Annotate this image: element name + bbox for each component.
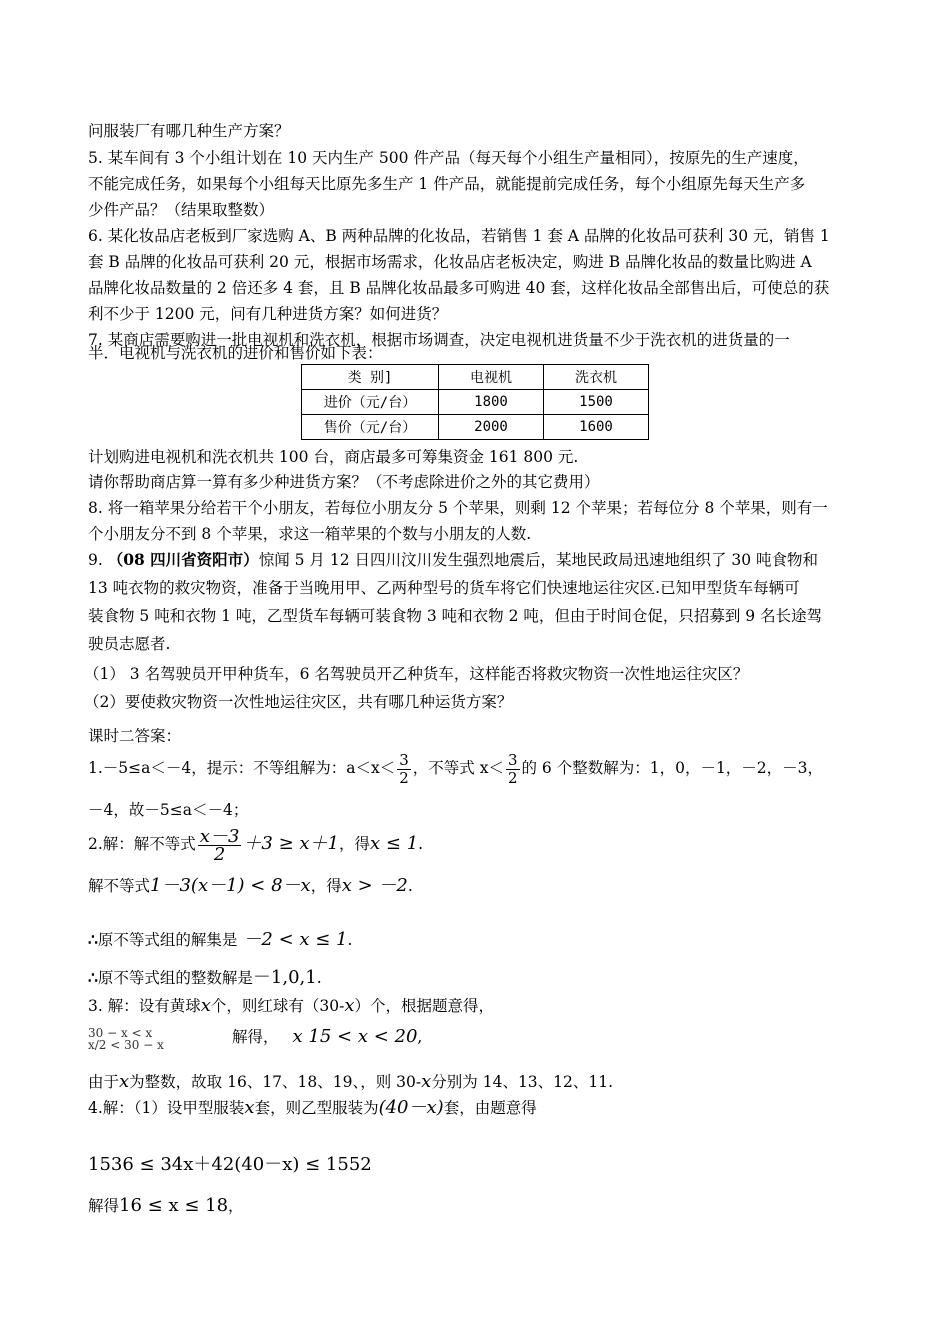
problem-9-line bbox=[88, 550, 818, 570]
answer-heading: 课时二答案： bbox=[88, 727, 182, 745]
text-span: 解不等式 bbox=[88, 877, 151, 895]
table-cell: 售价（元/台） bbox=[302, 415, 439, 440]
fraction bbox=[506, 752, 520, 787]
text-line bbox=[88, 1072, 613, 1092]
table-header-row bbox=[302, 365, 649, 390]
math-expression: －2 < x ≤ 1 bbox=[243, 929, 348, 950]
text-span: ）个，根据题意得， bbox=[354, 997, 495, 1015]
source-tag: （08 四川省资阳市） bbox=[107, 550, 259, 569]
text-line: 品牌化妆品数量的 2 倍还多 4 套，且 B 品牌化妆品最多可购进 40 套，这样化妆品全部售出后，可使总的获 bbox=[88, 279, 830, 297]
text-span: 3. 解：设有黄球 bbox=[88, 997, 201, 1015]
fraction-numerator: 3 bbox=[399, 750, 409, 769]
table-cell: 进价（元/台） bbox=[302, 390, 439, 415]
text-span: . bbox=[407, 877, 413, 895]
text-line: 个小朋友分不到 8 个苹果，求这一箱苹果的个数与小朋友的人数. bbox=[88, 525, 532, 543]
therefore-symbol: ∴ bbox=[88, 930, 98, 949]
text-line: －4，故－5≤a＜－4； bbox=[88, 801, 249, 819]
math-expression: x > －2 bbox=[341, 875, 408, 896]
table-row bbox=[302, 415, 649, 440]
text-span: , bbox=[417, 1028, 423, 1046]
problem-5-line: 5. 某车间有 3 个小组计划在 10 天内生产 500 件产品（每天每个小组生产量相同），按原先的生产速度， bbox=[88, 149, 809, 167]
sub-question-2: （2）要使救灾物资一次性地运往灾区，共有哪几种运货方案？ bbox=[84, 693, 513, 711]
text-span: 个，则红球有（30- bbox=[210, 997, 345, 1015]
problem-6-line: 6. 某化妆品店老板到厂家选购 A、B 两种品牌的化妆品，若销售 1 套 A 品牌的化妆品可获利 30 元，销售 1 bbox=[88, 227, 830, 245]
text-span: 9. bbox=[88, 551, 108, 569]
math-var: x bbox=[119, 1071, 130, 1092]
math-var: x bbox=[421, 1071, 432, 1092]
text-line: 套 B 品牌的化妆品可获利 20 元，根据市场需求，化妆品店老板决定，购进 B 品牌化妆品的数量比购进 A bbox=[88, 253, 812, 271]
text-span: 解得 bbox=[88, 1197, 120, 1215]
text-span: 解得， bbox=[232, 1028, 279, 1046]
math-expression: x ≤ 1 bbox=[370, 833, 419, 854]
text-span: 为整数，故取 16、17、18、19、，则 30- bbox=[129, 1073, 422, 1091]
table-row bbox=[302, 390, 649, 415]
text-span: ，得 bbox=[339, 835, 371, 853]
math-expression: 16 ≤ x ≤ 18 bbox=[119, 1195, 229, 1216]
math-expression: －1,0,1 bbox=[252, 967, 317, 988]
text-line bbox=[88, 876, 413, 896]
text-line bbox=[88, 968, 322, 988]
table-header-cell: 洗衣机 bbox=[544, 365, 649, 390]
text-line: 半．电视机与洗衣机的进价和售价如下表： bbox=[88, 344, 383, 362]
math-expression: (40－x) bbox=[378, 1097, 444, 1118]
price-table bbox=[301, 364, 649, 440]
fraction-numerator: x－3 bbox=[199, 825, 240, 847]
fraction-denominator: 2 bbox=[399, 768, 409, 787]
text-line bbox=[232, 1027, 422, 1047]
text-span: 套，由题意得 bbox=[443, 1099, 537, 1117]
text-line: 计划购进电视机和洗衣机共 100 台，商店最多可筹集资金 161 800 元. bbox=[88, 448, 579, 466]
text-line bbox=[88, 930, 352, 950]
problem-7-line: 7. 某商店需要购进一批电视机和洗衣机，根据市场调查，决定电视机进货量不少于洗衣机的进货量的一 bbox=[88, 331, 790, 349]
fraction bbox=[198, 825, 242, 865]
text-span: ，得 bbox=[310, 877, 342, 895]
math-expression: 1536 ≤ 34x＋42(40－x) ≤ 1552 bbox=[88, 1154, 372, 1175]
text-span: 4.解：（1）设甲型服装 bbox=[88, 1099, 245, 1117]
table-header-cell: 类 别] bbox=[302, 365, 439, 390]
text-line: 利不少于 1200 元，问有几种进货方案？如何进货？ bbox=[88, 305, 448, 323]
text-span: . bbox=[347, 931, 353, 949]
text-span: 的 6 个整数解为：1，0，－1，－2，－3， bbox=[521, 759, 824, 777]
sub-question-1: （1） 3 名驾驶员开甲种货车，6 名驾驶员开乙种货车，这样能否将救灾物资一次性地运往灾区？ bbox=[84, 665, 749, 683]
text-span: 1.－5≤a＜－4，提示：不等组解为：a＜x＜ bbox=[88, 759, 396, 777]
fraction bbox=[397, 752, 411, 787]
text-span: 2.解：解不等式 bbox=[88, 835, 196, 853]
text-span: 原不等式组的整数解是 bbox=[97, 969, 253, 987]
text-line: 少件产品？（结果取整数） bbox=[88, 201, 275, 219]
problem-8-line: 8. 将一箱苹果分给若干个小朋友，若每位小朋友分 5 个苹果，则剩 12 个苹果；若每位分 8 个苹果，则有一 bbox=[88, 499, 828, 517]
inequality-system bbox=[88, 1027, 164, 1051]
table-cell: 1500 bbox=[544, 390, 649, 415]
text-span: 原不等式组的解集是 bbox=[97, 931, 238, 949]
text-line: 问服装厂有哪几种生产方案？ bbox=[88, 122, 290, 140]
text-line: 驶员志愿者. bbox=[88, 635, 171, 653]
system-row: x/2 < 30 − x bbox=[88, 1038, 164, 1052]
math-expression: 1－3(x－1) < 8－x bbox=[150, 875, 311, 896]
table-cell: 2000 bbox=[439, 415, 544, 440]
fraction-denominator: 2 bbox=[213, 843, 226, 865]
table-cell: 1800 bbox=[439, 390, 544, 415]
text-span: 由于 bbox=[88, 1073, 120, 1091]
math-var: x bbox=[200, 995, 211, 1016]
text-span: . bbox=[316, 969, 322, 987]
answer-4-line bbox=[88, 1098, 537, 1118]
text-span: ，不等式 x＜ bbox=[412, 759, 504, 777]
text-span: 惊闻 5 月 12 日四川汶川发生强烈地震后，某地民政局迅速地组织了 30 吨食物和 bbox=[258, 551, 819, 569]
table-cell: 1600 bbox=[544, 415, 649, 440]
table-header-cell: 电视机 bbox=[439, 365, 544, 390]
math-var: x bbox=[244, 1097, 255, 1118]
fraction-denominator: 2 bbox=[507, 768, 518, 787]
math-expression: ＋3 ≥ x＋1 bbox=[243, 833, 339, 854]
fraction-numerator: 3 bbox=[507, 750, 518, 769]
text-span: ， bbox=[228, 1197, 244, 1215]
text-span: . bbox=[418, 835, 424, 853]
text-line: 不能完成任务，如果每个小组每天比原先多生产 1 件产品，就能提前完成任务，每个小组原先每天生产多 bbox=[88, 175, 806, 193]
answer-1-line bbox=[88, 748, 823, 788]
system-row: 30 − x < x bbox=[88, 1026, 153, 1040]
text-line bbox=[88, 1155, 372, 1175]
text-span: 套，则乙型服装为 bbox=[254, 1099, 379, 1117]
math-var: x bbox=[344, 995, 355, 1016]
answer-2-line bbox=[88, 822, 423, 866]
therefore-symbol: ∴ bbox=[88, 968, 98, 987]
text-line: 13 吨衣物的救灾物资，准备于当晚用甲、乙两种型号的货车将它们快速地运往灾区.已知甲型货车每辆可 bbox=[88, 579, 800, 597]
answer-3-line bbox=[88, 996, 494, 1016]
text-line: 请你帮助商店算一算有多少种进货方案？（不考虑除进价之外的其它费用） bbox=[88, 473, 600, 491]
text-line: 装食物 5 吨和衣物 1 吨，乙型货车每辆可装食物 3 吨和衣物 2 吨，但由于时间仓促，只招募到 9 名长途驾 bbox=[88, 607, 823, 625]
text-line bbox=[88, 1196, 244, 1216]
math-expression: x 15 < x < 20 bbox=[292, 1026, 418, 1047]
text-span: 分别为 14、13、12、11. bbox=[431, 1073, 614, 1091]
